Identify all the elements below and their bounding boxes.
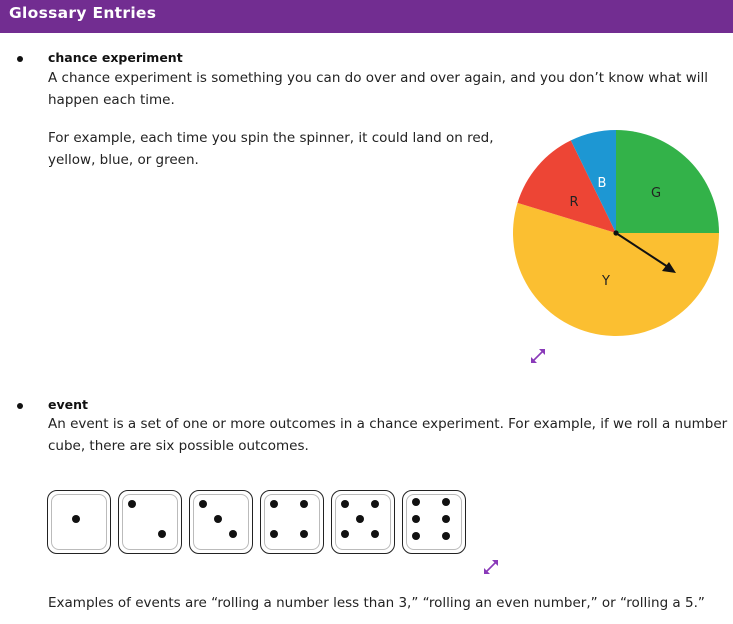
header-title: Glossary Entries — [9, 4, 157, 22]
die-pip — [270, 500, 278, 508]
die-pip — [229, 530, 237, 538]
die-pip — [412, 532, 420, 540]
definition-line: happen each time. — [48, 92, 175, 108]
die-pip — [371, 500, 379, 508]
spinner-label-yellow: Y — [602, 274, 610, 289]
bullet — [17, 56, 23, 62]
spinner-figure — [510, 127, 722, 339]
spinner-label-blue: B — [597, 176, 607, 191]
die-face-1 — [47, 490, 111, 554]
die-face-3 — [189, 490, 253, 554]
die-pip — [442, 515, 450, 523]
die-pip — [442, 498, 450, 506]
die-pip — [214, 515, 222, 523]
example-line: yellow, blue, or green. — [48, 152, 199, 168]
term-title: event — [48, 397, 88, 412]
die-pip — [442, 532, 450, 540]
die-pip — [412, 498, 420, 506]
examples-text: Examples of events are “rolling a number less than 3,” “rolling an even number,” or “rolling a 5.” — [48, 595, 705, 611]
dice-figure — [47, 490, 472, 556]
die-pip — [341, 530, 349, 538]
expand-arrows-icon[interactable] — [482, 558, 500, 576]
die-pip — [199, 500, 207, 508]
spinner-center — [613, 230, 618, 235]
definition-line: cube, there are six possible outcomes. — [48, 438, 309, 454]
die-pip — [158, 530, 166, 538]
term-title: chance experiment — [48, 50, 183, 65]
die-face-2 — [118, 490, 182, 554]
spinner-label-green: G — [650, 186, 662, 201]
die-pip — [356, 515, 364, 523]
die-face-5 — [331, 490, 395, 554]
die-pip — [341, 500, 349, 508]
bullet — [17, 403, 23, 409]
die-pip — [371, 530, 379, 538]
die-pip — [300, 530, 308, 538]
die-pip — [412, 515, 420, 523]
example-line: For example, each time you spin the spinner, it could land on red, — [48, 130, 494, 146]
spinner-label-red: R — [569, 195, 579, 210]
die-pip — [300, 500, 308, 508]
definition-line: An event is a set of one or more outcomes in a chance experiment. For example, if we roll a number — [48, 416, 728, 432]
die-face-6 — [402, 490, 466, 554]
die-inner-border — [51, 494, 107, 550]
definition-line: A chance experiment is something you can do over and over again, and you don’t know what will — [48, 70, 709, 86]
spinner-section-green — [616, 130, 719, 233]
die-pip — [72, 515, 80, 523]
die-pip — [128, 500, 136, 508]
die-face-4 — [260, 490, 324, 554]
expand-arrows-icon[interactable] — [529, 347, 547, 365]
die-pip — [270, 530, 278, 538]
glossary-header — [0, 0, 733, 33]
